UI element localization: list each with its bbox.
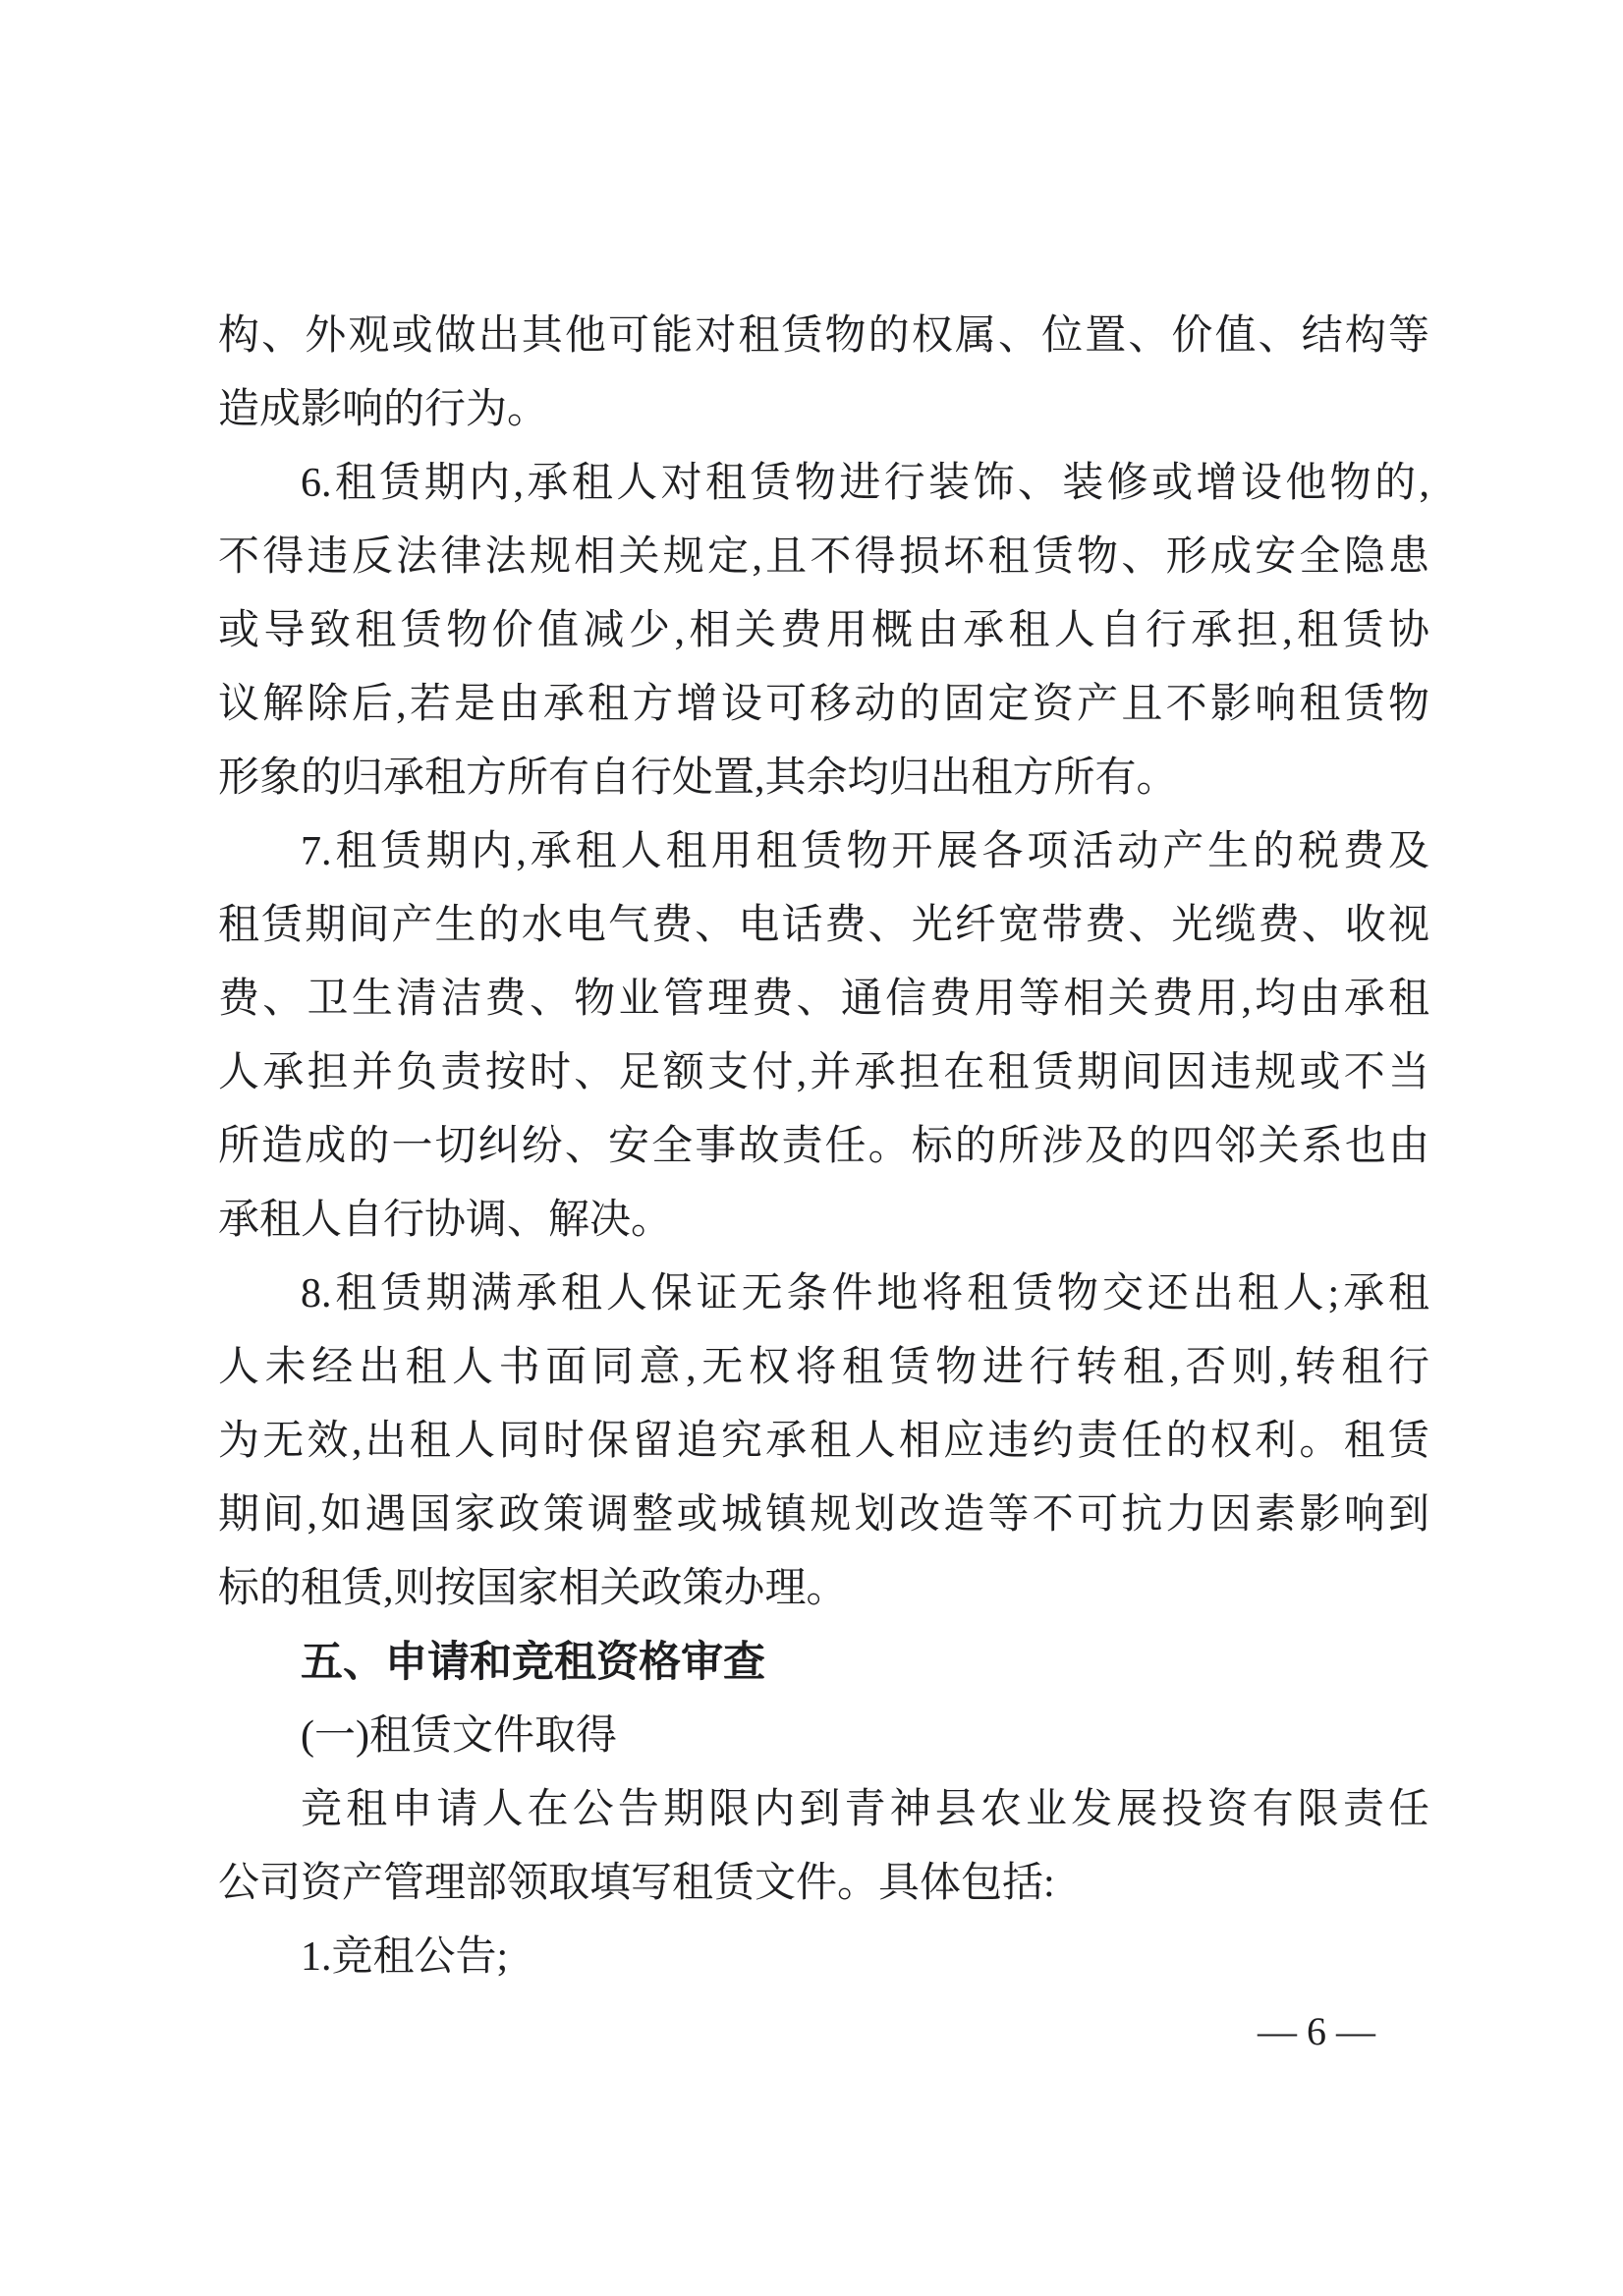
- text-line: 租赁期间产生的水电气费、电话费、光纤宽带费、光缆费、收视: [218, 903, 1429, 948]
- text-line: 构、外观或做出其他可能对租赁物的权属、位置、价值、结构等: [218, 313, 1429, 359]
- text-line: 所造成的一切纠纷、安全事故责任。标的所涉及的四邻关系也由: [218, 1124, 1429, 1169]
- text-line: 8.租赁期满承租人保证无条件地将租赁物交还出租人;承租: [301, 1271, 1429, 1316]
- text-line: 造成影响的行为。: [218, 387, 549, 432]
- text-line: 或导致租赁物价值减少,相关费用概由承租人自行承担,租赁协: [218, 608, 1429, 653]
- text-line: 人未经出租人书面同意,无权将租赁物进行转租,否则,转租行: [218, 1345, 1429, 1390]
- text-line: 为无效,出租人同时保留追究承租人相应违约责任的权利。租赁: [218, 1419, 1429, 1464]
- text-line: 竞租申请人在公告期限内到青神县农业发展投资有限责任: [301, 1787, 1429, 1832]
- text-line: 公司资产管理部领取填写租赁文件。具体包括:: [218, 1861, 1055, 1906]
- document-body: [218, 300, 1429, 1994]
- text-line: (一)租赁文件取得: [301, 1713, 617, 1759]
- text-line: 期间,如遇国家政策调整或城镇规划改造等不可抗力因素影响到: [218, 1492, 1429, 1538]
- text-line: 承租人自行协调、解决。: [218, 1198, 673, 1243]
- page-number: — 6 —: [1258, 2009, 1375, 2053]
- text-line: 议解除后,若是由承租方增设可移动的固定资产且不影响租赁物: [218, 682, 1429, 727]
- text-line: 6.租赁期内,承租人对租赁物进行装饰、装修或增设他物的,: [301, 461, 1429, 506]
- text-line: 1.竞租公告;: [301, 1934, 509, 1980]
- text-line: 7.租赁期内,承租人租用租赁物开展各项活动产生的税费及: [301, 829, 1429, 874]
- text-line: 不得违反法律法规相关规定,且不得损坏租赁物、形成安全隐患: [218, 534, 1429, 580]
- section-heading: 五、申请和竞租资格审查: [301, 1639, 765, 1686]
- text-line: 标的租赁,则按国家相关政策办理。: [218, 1566, 848, 1611]
- text-line: 人承担并负责按时、足额支付,并承担在租赁期间因违规或不当: [218, 1050, 1429, 1095]
- text-line: 费、卫生清洁费、物业管理费、通信费用等相关费用,均由承租: [218, 977, 1429, 1022]
- text-line: 形象的归承租方所有自行处置,其余均归出租方所有。: [218, 756, 1178, 801]
